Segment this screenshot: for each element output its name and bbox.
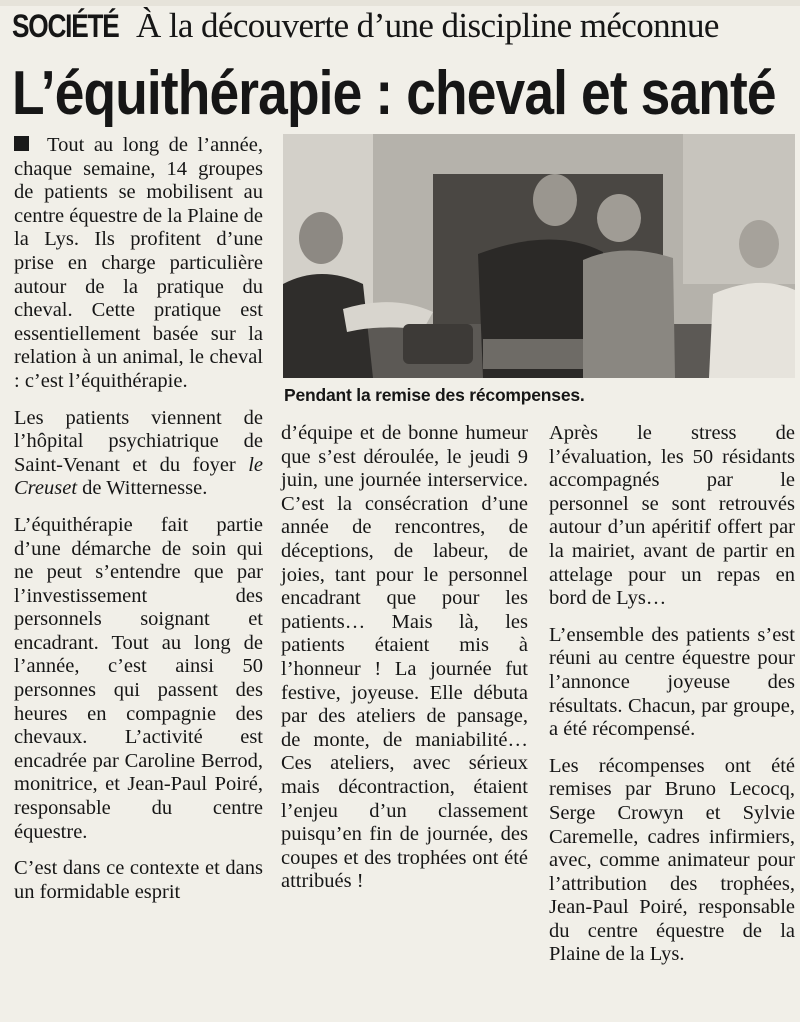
kicker-line xyxy=(12,6,794,46)
paragraph-patients xyxy=(14,407,263,501)
article-headline: L’équithérapie : cheval et santé xyxy=(12,59,776,128)
article-column-3 xyxy=(549,422,795,980)
paragraph-contexte-start: C’est dans ce contexte et dans un formidable esprit xyxy=(14,857,263,903)
article-column-2 xyxy=(281,422,528,907)
foyer-name: le Creuset xyxy=(14,453,263,500)
section-rubric: SOCIÉTÉ xyxy=(12,8,119,44)
square-bullet-icon xyxy=(14,136,29,151)
article-column-1 xyxy=(14,134,263,917)
paragraph-intro-text: Tout au long de l’année, chaque semaine, 14 groupes de patients se mobilisent au centre équestre de la Plaine de la Lys. Ils profitent d’une prise en charge particulière autour de la pratique du cheval. Cette pratique est essentiellement basée sur la relation à un animal, le cheval : c’est l’équithérapie. xyxy=(14,134,263,392)
photo-caption: Pendant la remise des récompenses. xyxy=(284,385,585,405)
paragraph-resultats: L’ensemble des patients s’est réuni au centre équestre pour l’annonce joyeuse des résultats. Chacun, par groupe, a été récompensé. xyxy=(549,623,795,741)
paragraph-recompenses: Les récompenses ont été remises par Bruno Lecocq, Serge Crowyn et Sylvie Caremelle, cadres infirmiers, avec, comme animateur pour l’attribution des trophées, Jean-Paul Poiré, responsable du centre équestre de la Plaine de la Lys. xyxy=(549,754,795,966)
paragraph-patients-end: de Witternesse. xyxy=(77,477,208,500)
paragraph-patients-text: Les patients viennent de l’hôpital psychiatrique de Saint-Venant et du foyer xyxy=(14,406,263,476)
paragraph-intro xyxy=(14,134,263,394)
kicker-subtitle: À la découverte d’une discipline méconnue xyxy=(135,6,719,45)
article-photo xyxy=(283,134,795,378)
paragraph-journee: d’équipe et de bonne humeur que s’est déroulée, le jeudi 9 juin, une journée interservice. C’est la consécration d’une année de rencontres, de déceptions, de labeur, de joies, tant pour le personnel encadrant que pour les patients… Mais là, les patients étaient mis à l’honneur ! La journée fut festive, joyeuse. Elle débuta par des ateliers de pansage, de monte, de maniabilité… Ces ateliers, avec sérieux mais décontraction, étaient l’enjeu d’un classement puisqu’en fin de journée, des coupes et des trophées ont été attribués ! xyxy=(281,422,528,893)
paragraph-demarche: L’équithérapie fait partie d’une démarche de soin qui ne peut s’entendre que par l’investissement des personnels soignant et encadrant. Tout au long de l’année, c’est ainsi 50 personnes qui passent des heures en compagnie des chevaux. L’activité est encadrée par Caroline Berrod, monitrice, et Jean-Paul Poiré, responsable du centre équestre. xyxy=(14,513,263,843)
photo-illustration xyxy=(283,134,795,378)
paragraph-evaluation: Après le stress de l’évaluation, les 50 résidants accompagnés par le personnel se sont retrouvés autour d’un apéritif offert par la mairiet, avant de partir en attelage pour un repas en bord de Lys… xyxy=(549,422,795,610)
